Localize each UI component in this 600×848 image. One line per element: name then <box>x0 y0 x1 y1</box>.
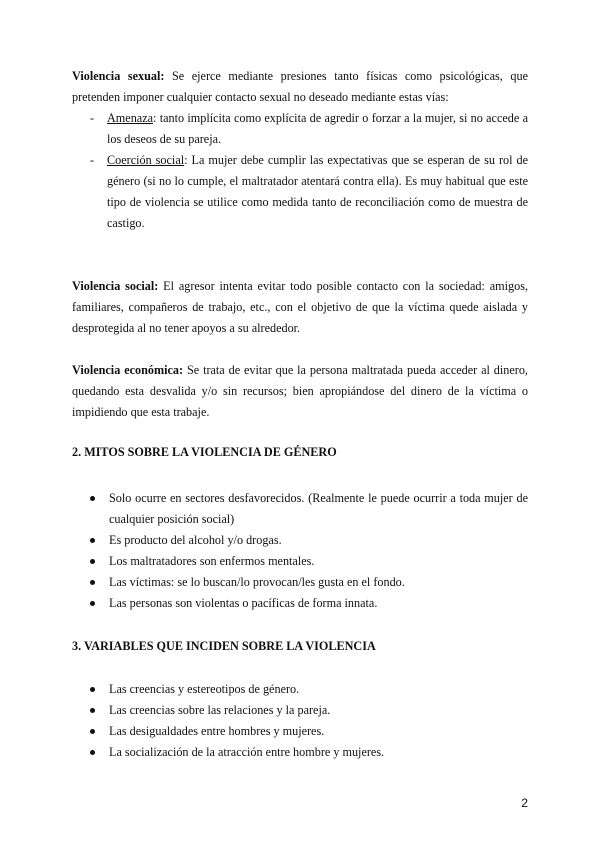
section-heading-mitos: 2. MITOS SOBRE LA VIOLENCIA DE GÉNERO <box>72 445 337 459</box>
list-text: Las víctimas: se lo buscan/lo provocan/les gusta en el fondo. <box>109 575 405 589</box>
paragraph-text: Se trata de evitar que la persona maltratada pueda acceder al dinero, quedando esta desvalida y/o sin recursos; bien apropiándose del dinero de la víctima o impidiendo que esta trabaje. <box>72 363 528 419</box>
paragraph <box>72 276 528 339</box>
section-violencia-social <box>72 276 528 339</box>
bullet-icon <box>90 559 95 564</box>
list-text: Las creencias y estereotipos de género. <box>109 682 300 696</box>
list-item <box>72 108 528 150</box>
paragraph <box>72 360 528 423</box>
list-item <box>72 551 528 572</box>
bullet-icon <box>90 750 95 755</box>
list-item <box>72 593 528 614</box>
list-text: : tanto implícita como explícita de agredir o forzar a la mujer, si no accede a los deseos de su pareja. <box>107 111 528 146</box>
bullet-icon <box>90 687 95 692</box>
list-item <box>72 530 528 551</box>
section-violencia-economica <box>72 360 528 423</box>
page-number: 2 <box>521 796 528 810</box>
section-violencia-sexual <box>72 66 528 234</box>
dash-list <box>72 108 528 234</box>
list-item <box>72 721 528 742</box>
bullet-icon <box>90 496 95 501</box>
list-item <box>72 150 528 234</box>
list-term: Amenaza <box>107 111 154 125</box>
bullet-list-mitos <box>72 488 528 614</box>
dash-marker: - <box>90 153 95 167</box>
paragraph-text: El agresor intenta evitar todo posible contacto con la sociedad: amigos, familiares, compañeros de trabajo, etc., con el objetivo de que la víctima quede aislada y desprotegida al no tener apoyos a su alrededor. <box>72 279 528 335</box>
dash-marker: - <box>90 111 95 125</box>
section-title: Violencia económica: <box>72 363 184 377</box>
list-item <box>72 488 528 530</box>
list-item <box>72 700 528 721</box>
list-text: Las personas son violentas o pacíficas de forma innata. <box>109 596 378 610</box>
bullet-list-variables <box>72 679 528 763</box>
bullet-icon <box>90 601 95 606</box>
list-text: Las desigualdades entre hombres y mujeres. <box>109 724 325 738</box>
section-title: Violencia sexual: <box>72 69 165 83</box>
list-text: La socialización de la atracción entre hombre y mujeres. <box>109 745 385 759</box>
paragraph-text: Se ejerce mediante presiones tanto físicas como psicológicas, que pretenden imponer cualquier contacto sexual no deseado mediante estas vías: <box>72 69 528 104</box>
list-text: Solo ocurre en sectores desfavorecidos. (Realmente le puede ocurrir a toda mujer de cualquier posición social) <box>109 491 528 526</box>
bullet-icon <box>90 538 95 543</box>
list-term: Coerción social <box>107 153 185 167</box>
bullet-icon <box>90 708 95 713</box>
list-text: Las creencias sobre las relaciones y la pareja. <box>109 703 331 717</box>
paragraph <box>72 66 528 108</box>
list-text: : La mujer debe cumplir las expectativas que se esperan de su rol de género (si no lo cumple, el maltratador atentará contra ella). Es muy habitual que este tipo de violencia se utilice como medida tanto de reconciliación como de muestra de castigo. <box>107 153 528 230</box>
bullet-icon <box>90 580 95 585</box>
list-text: Los maltratadores son enfermos mentales. <box>109 554 315 568</box>
list-item <box>72 679 528 700</box>
bullet-icon <box>90 729 95 734</box>
section-heading-variables: 3. VARIABLES QUE INCIDEN SOBRE LA VIOLENCIA <box>72 639 376 653</box>
document-page <box>72 66 528 763</box>
list-item <box>72 742 528 763</box>
section-title: Violencia social: <box>72 279 159 293</box>
list-item <box>72 572 528 593</box>
list-text: Es producto del alcohol y/o drogas. <box>109 533 282 547</box>
